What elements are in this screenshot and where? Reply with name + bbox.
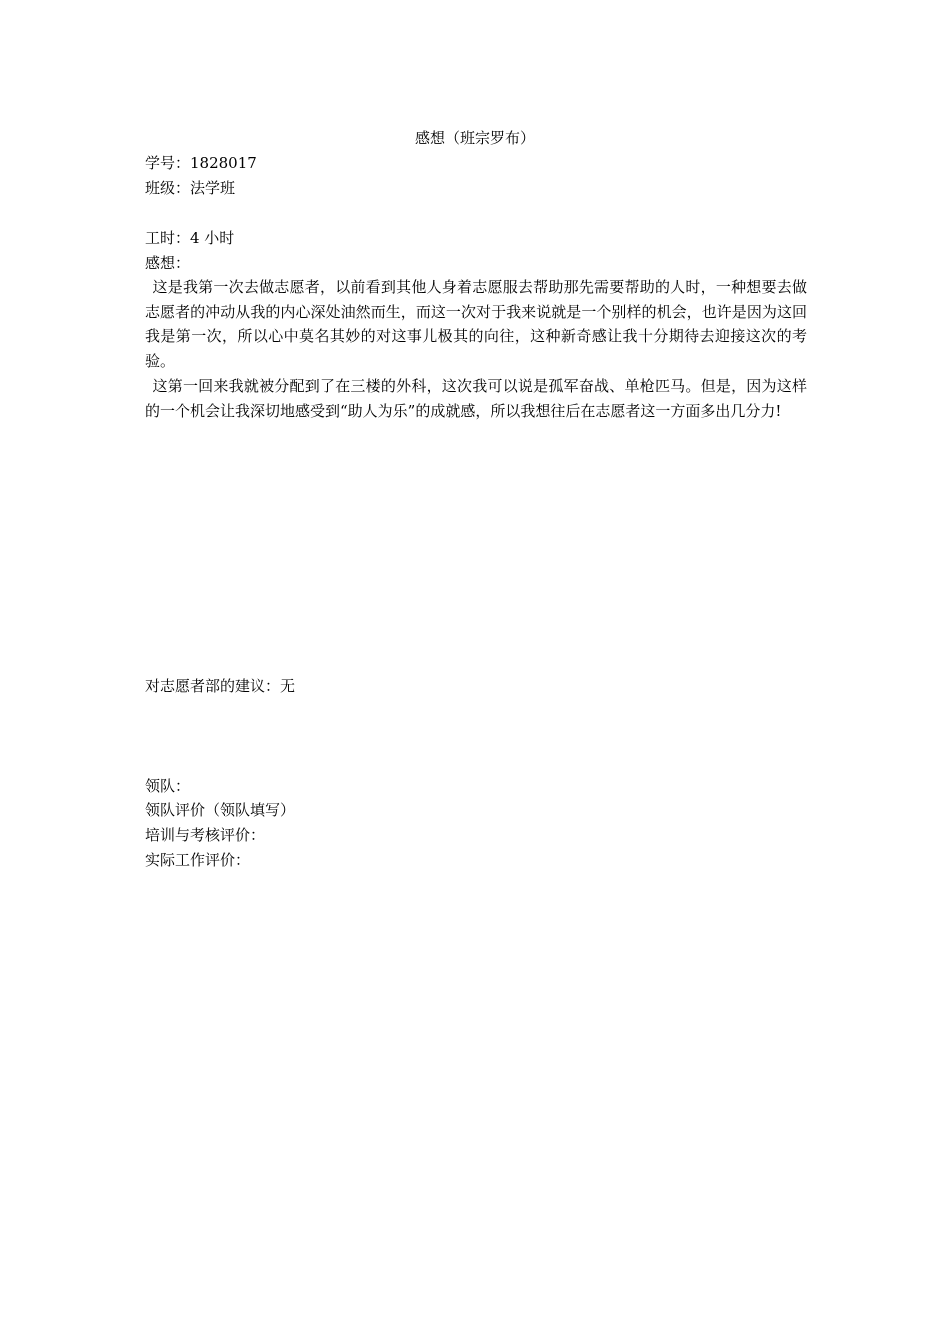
team-leader-line: 领队： [145,777,191,795]
work-evaluation-line: 实际工作评价： [145,851,251,869]
document-title: 感想（班宗罗布） [414,129,535,147]
student-id: 学号：1828017 [145,154,257,172]
reflection-paragraph-1: 这是我第一次去做志愿者，以前看到其他人身着志愿服去帮助那先需要帮助的人时，一种想要去做志愿者的冲动从我的内心深处油然而生，而这一次对于我来说就是一个别样的机会，也许是因为这回我是第一次，所以心中莫名其妙的对这事儿极其的向往，这种新奇感让我十分期待去迎接这次的考验。 [145,278,807,370]
suggestion-line: 对志愿者部的建议：无 [145,677,296,695]
reflection-paragraph-2: 这第一回来我就被分配到了在三楼的外科，这次我可以说是孤军奋战、单枪匹马。但是，因为这样的一个机会让我深切地感受到“助人为乐”的成就感，所以我想往后在志愿者这一方面多出几分力! [145,377,807,420]
training-evaluation-line: 培训与考核评价： [145,826,266,844]
class-name: 班级：法学班 [145,179,236,197]
reflection-label: 感想： [145,254,191,272]
work-hours: 工时：4 小时 [145,229,235,247]
leader-evaluation-line: 领队评价（领队填写） [145,801,296,819]
